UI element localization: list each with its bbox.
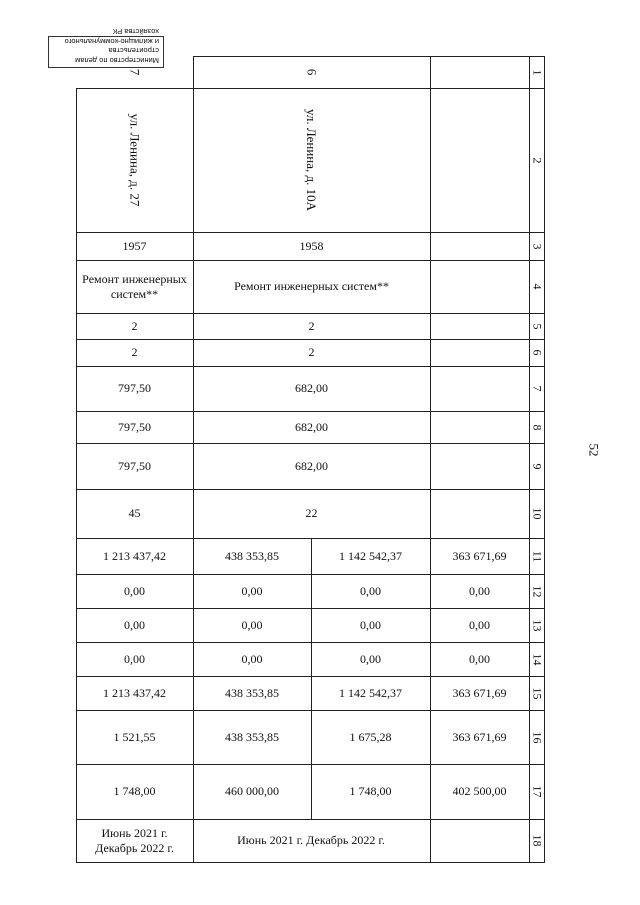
cell-r8-c2: 682,00 [295, 419, 328, 434]
row-number [529, 642, 545, 676]
cell-r13-c4: 0,00 [469, 617, 490, 632]
cell-r10-c1: 45 [128, 506, 141, 520]
cell-r13-c2: 0,00 [241, 617, 263, 632]
cell-r18-c2: Июнь 2021 г. Декабрь 2022 г. [237, 833, 385, 847]
column-separator [311, 538, 312, 819]
row-number [529, 56, 545, 88]
row-number-label: 3 [530, 243, 545, 249]
row-separator [76, 313, 545, 314]
table-top-border [193, 56, 545, 57]
cell-r12-c2: 0,00 [241, 583, 263, 598]
cell-r16-c1: 1 521,55 [113, 729, 156, 744]
row-number-label: 9 [530, 463, 545, 469]
cell-r4-c1: Ремонт инженерных систем** [82, 271, 187, 301]
row-separator [76, 366, 545, 367]
row-number [529, 574, 545, 608]
cell-r2-c1: ул. Ленина, д. 27 [127, 113, 143, 207]
row-number [529, 88, 545, 232]
row-number-label: 2 [530, 157, 545, 163]
cell-r12-c1: 0,00 [124, 583, 145, 598]
cell-r9-c2: 682,00 [295, 458, 328, 473]
row-separator [76, 819, 545, 820]
cell-r16-c3: 1 675,28 [349, 729, 392, 744]
row-separator [76, 489, 545, 490]
row-number-label: 18 [530, 834, 545, 847]
cell-r5-c1: 2 [131, 318, 138, 333]
cell-r12-c4: 0,00 [469, 583, 490, 598]
row-number [529, 366, 545, 411]
row-number-label: 13 [530, 619, 545, 631]
cell-r6-c2: 2 [308, 345, 315, 359]
row-number-label: 10 [530, 507, 545, 520]
row-number [529, 819, 545, 862]
cell-r9-c1: 797,50 [118, 458, 151, 473]
cell-r11-c4: 363 671,69 [452, 548, 507, 563]
cell-r1-c2: 6 [304, 68, 320, 76]
cell-r17-c3: 1 748,00 [349, 784, 392, 798]
cell-r14-c4: 0,00 [469, 651, 490, 666]
row-number-label: 1 [530, 69, 545, 75]
row-number-label: 4 [530, 283, 545, 290]
cell-r13-c1: 0,00 [124, 617, 145, 632]
row-number [529, 260, 545, 313]
row-number [529, 489, 545, 538]
cell-r17-c1: 1 748,00 [113, 784, 156, 798]
row-number-label: 7 [530, 385, 545, 392]
row-number [529, 608, 545, 642]
cell-r8-c1: 797,50 [118, 419, 151, 434]
row-number-label: 16 [530, 731, 545, 743]
cell-r5-c2: 2 [308, 318, 315, 333]
cell-r2-c2: ул. Ленина, д. 10А [304, 108, 320, 212]
cell-r14-c1: 0,00 [124, 651, 145, 666]
row-number [529, 538, 545, 574]
cell-r15-c2: 438 353,85 [225, 685, 279, 700]
cell-r15-c3: 1 142 542,37 [339, 685, 402, 700]
row-separator [76, 260, 545, 261]
row-separator [76, 88, 545, 89]
row-separator [76, 339, 545, 340]
cell-r3-c1: 1957 [122, 238, 147, 253]
cell-r10-c2: 22 [305, 506, 318, 520]
row-number [529, 232, 545, 260]
left-border [76, 88, 77, 862]
cell-r11-c3: 1 142 542,37 [339, 548, 402, 563]
row-number-label: 11 [530, 550, 545, 562]
row-number-label: 14 [530, 653, 545, 665]
cell-r7-c2: 682,00 [295, 381, 328, 395]
column-separator [430, 56, 431, 862]
row-number-label: 15 [530, 687, 545, 699]
cell-r13-c3: 0,00 [360, 617, 381, 632]
row-number-label: 8 [530, 424, 545, 430]
row-number [529, 676, 545, 710]
row-number [529, 313, 545, 339]
row-number-label: 12 [530, 585, 545, 597]
page-number: 52 [586, 443, 602, 457]
cell-r14-c3: 0,00 [360, 651, 381, 666]
row-number [529, 339, 545, 366]
row-separator [76, 411, 545, 412]
cell-r17-c2: 460 000,00 [225, 784, 279, 798]
cell-r11-c1: 1 213 437,42 [103, 548, 166, 563]
row-number-label: 17 [530, 785, 545, 798]
row-number [529, 443, 545, 489]
cell-r3-c2: 1958 [299, 238, 324, 253]
row-number [529, 710, 545, 764]
row-number [529, 411, 545, 443]
cell-r14-c2: 0,00 [241, 651, 263, 666]
row-number-label: 5 [530, 323, 545, 329]
cell-r18-c1: Июнь 2021 г. Декабрь 2022 г. [95, 825, 174, 855]
cell-r1-c1: 7 [127, 68, 143, 76]
row-separator [76, 232, 545, 233]
cell-r4-c2: Ремонт инженерных систем** [234, 279, 389, 293]
column-separator [193, 56, 194, 862]
cell-r16-c2: 438 353,85 [225, 729, 279, 744]
row-separator [76, 862, 545, 863]
cell-r17-c4: 402 500,00 [452, 784, 507, 798]
cell-r16-c4: 363 671,69 [452, 729, 507, 744]
stamp-text: Министерство по делам строительства и жилищно-коммунального хозяйства РК [64, 27, 159, 65]
cell-r15-c4: 363 671,69 [452, 685, 507, 700]
data-table [76, 56, 545, 862]
cell-r6-c1: 2 [131, 345, 138, 359]
cell-r7-c1: 797,50 [118, 381, 151, 395]
cell-r15-c1: 1 213 437,42 [103, 685, 166, 700]
row-number [529, 764, 545, 819]
row-separator [76, 443, 545, 444]
row-number-label: 6 [530, 349, 545, 356]
cell-r12-c3: 0,00 [360, 583, 381, 598]
cell-r11-c2: 438 353,85 [225, 548, 279, 563]
